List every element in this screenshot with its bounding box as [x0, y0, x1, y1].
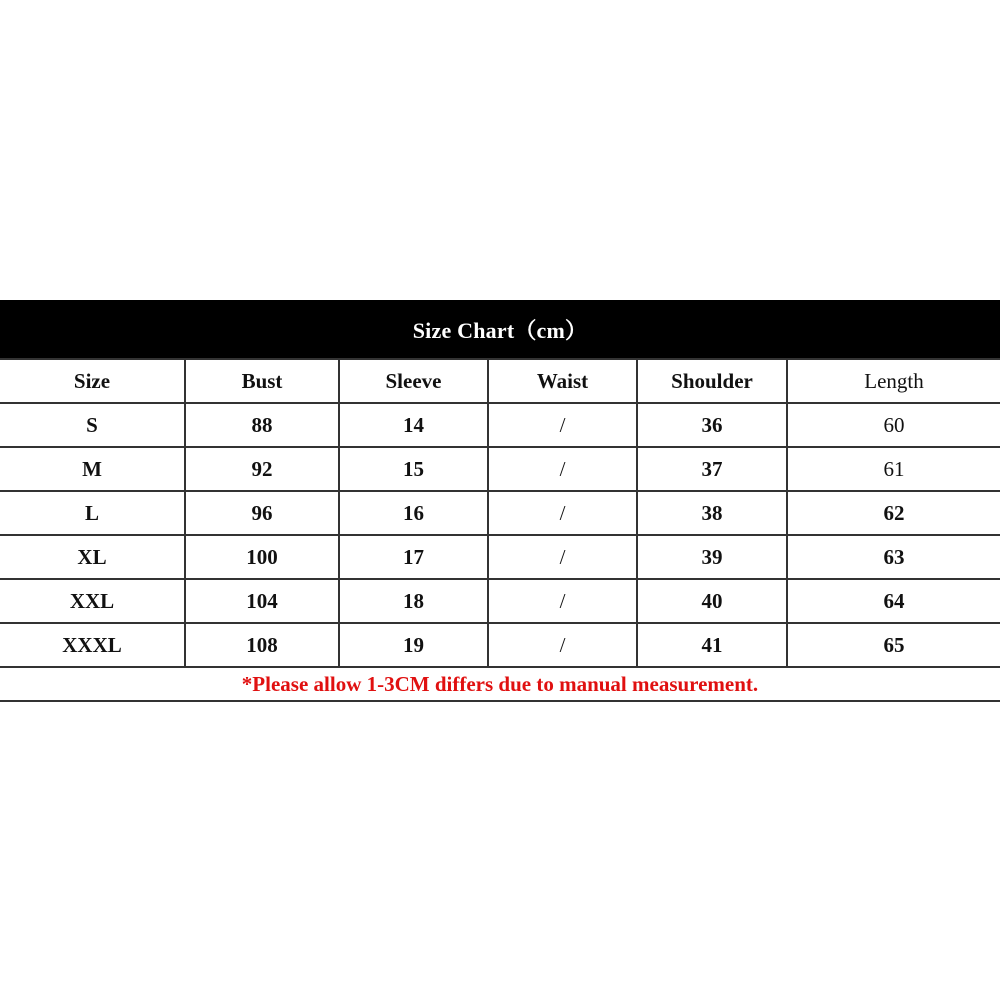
table-row [0, 580, 1000, 624]
cell-waist: / [489, 404, 638, 446]
table-row [0, 404, 1000, 448]
cell-sleeve: 19 [340, 624, 489, 666]
cell-waist: / [489, 624, 638, 666]
table-row [0, 448, 1000, 492]
cell-size: M [0, 448, 186, 490]
header-length: Length [864, 368, 924, 393]
cell-bust: 104 [186, 580, 340, 622]
cell-bust: 88 [186, 404, 340, 446]
cell-sleeve: 14 [340, 404, 489, 446]
cell-shoulder: 40 [638, 580, 788, 622]
cell-waist: / [489, 580, 638, 622]
cell-length: 62 [883, 500, 905, 525]
header-sleeve: Sleeve [340, 360, 489, 402]
cell-bust: 92 [186, 448, 340, 490]
header-bust: Bust [186, 360, 340, 402]
cell-bust: 96 [186, 492, 340, 534]
cell-length: 64 [883, 588, 905, 613]
header-row [0, 360, 1000, 404]
cell-size: L [0, 492, 186, 534]
table-row [0, 624, 1000, 668]
cell-sleeve: 16 [340, 492, 489, 534]
cell-waist: / [489, 492, 638, 534]
size-table [0, 358, 1000, 702]
cell-length: 60 [883, 412, 905, 437]
table-row [0, 536, 1000, 580]
cell-size: XXL [0, 580, 186, 622]
table-row [0, 492, 1000, 536]
cell-bust: 100 [186, 536, 340, 578]
cell-waist: / [489, 448, 638, 490]
cell-shoulder: 36 [638, 404, 788, 446]
measurement-note: *Please allow 1-3CM differs due to manual measurement. [241, 671, 759, 696]
header-shoulder: Shoulder [638, 360, 788, 402]
title-bar [0, 300, 1000, 358]
cell-sleeve: 18 [340, 580, 489, 622]
cell-bust: 108 [186, 624, 340, 666]
header-waist: Waist [489, 360, 638, 402]
cell-length: 65 [883, 632, 905, 657]
cell-shoulder: 37 [638, 448, 788, 490]
note-row [0, 668, 1000, 702]
cell-size: S [0, 404, 186, 446]
chart-title: Size Chart（cm） [412, 317, 588, 343]
cell-shoulder: 38 [638, 492, 788, 534]
cell-length: 63 [883, 544, 905, 569]
cell-sleeve: 17 [340, 536, 489, 578]
cell-length: 61 [883, 456, 905, 481]
cell-size: XL [0, 536, 186, 578]
cell-sleeve: 15 [340, 448, 489, 490]
cell-size: XXXL [0, 624, 186, 666]
cell-waist: / [489, 536, 638, 578]
cell-shoulder: 41 [638, 624, 788, 666]
header-size: Size [0, 360, 186, 402]
cell-shoulder: 39 [638, 536, 788, 578]
